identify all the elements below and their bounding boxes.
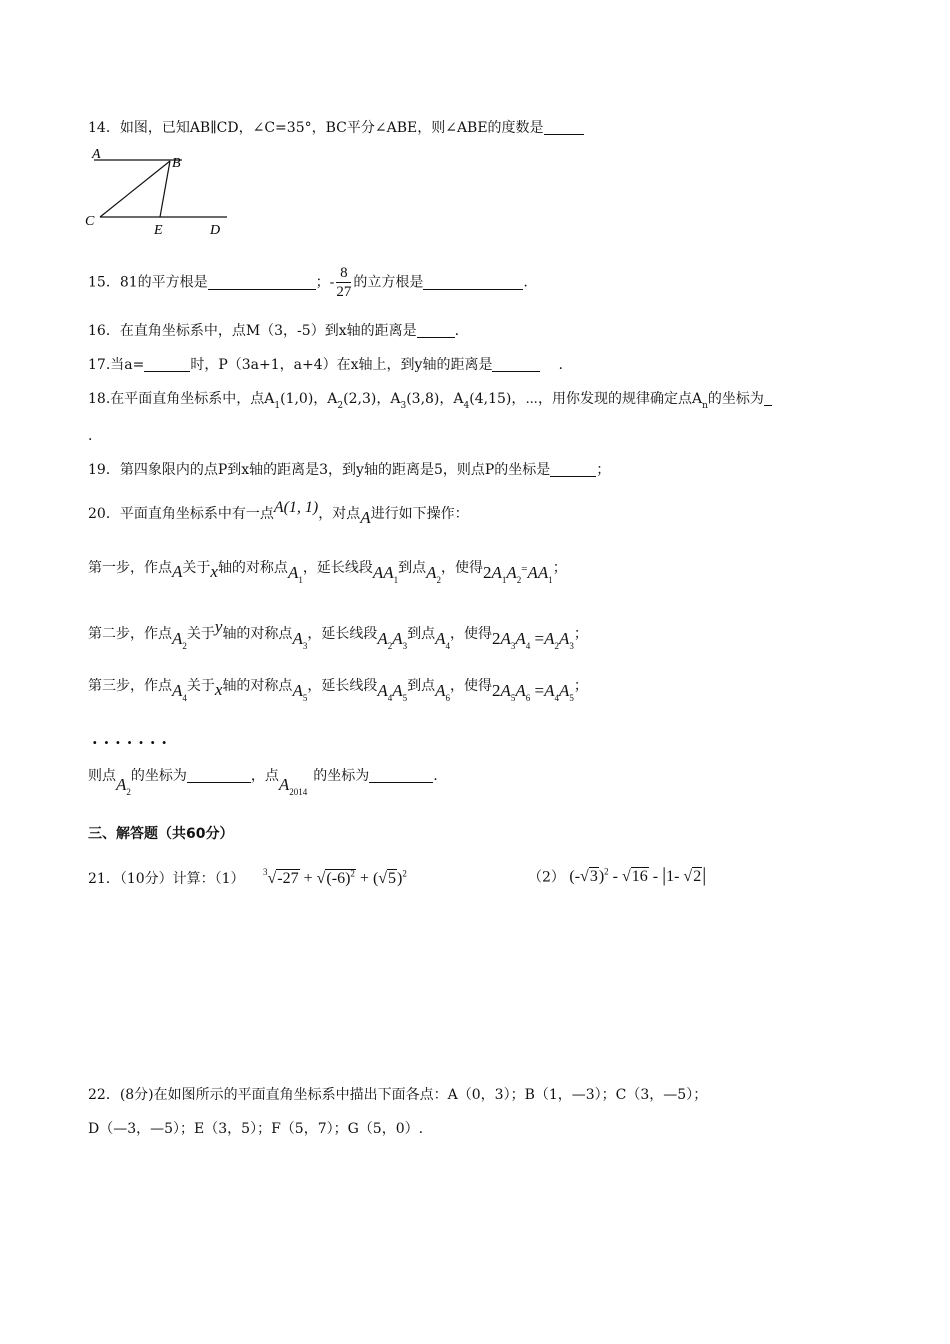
q21-expr1: $^3√-27 + √(-6)^2 + (√5)^2$ xyxy=(263,867,407,887)
q14-stem: 14．如图，已知AB∥CD，∠C=35°，BC平分∠ABE，则∠ABE的度数是 xyxy=(88,120,544,136)
line-be xyxy=(160,161,170,217)
q20-step3: 第三步，作点$A_4$关于x轴的对称点$A_5$，延长线段$A_4A_5$到点$A_6$，使得$2A_5A_6 =A_4A_5$； xyxy=(88,678,588,703)
expr2-c-root: 2 xyxy=(693,868,702,886)
q15-pre: 15．81的平方根是 xyxy=(88,274,208,291)
expr2-b-root: 16 xyxy=(631,868,648,886)
label-b: B xyxy=(172,156,181,171)
expr1-c-exp: 2 xyxy=(402,868,407,879)
q19-text xyxy=(88,460,610,480)
step2-t6: ，使得 xyxy=(450,626,492,642)
label-c: C xyxy=(85,214,95,229)
ellipsis: ······· xyxy=(92,733,173,752)
expr1-plus2: + xyxy=(359,870,369,887)
q16-stem: 16．在直角坐标系中，点M（3，-5）到x轴的距离是 xyxy=(88,323,417,339)
q15-text xyxy=(88,264,528,301)
section-heading: 三、解答题（共60分） xyxy=(88,826,234,842)
q17-mid: 时，P（3a+1，a+4）在x轴上，到y轴的距离是 xyxy=(190,357,493,373)
q16-text xyxy=(88,321,459,341)
q17-text xyxy=(88,355,563,375)
q19-end: ； xyxy=(596,462,611,478)
q18-sub3: 3 xyxy=(400,401,407,411)
q17-end: . xyxy=(558,357,563,373)
label-d: D xyxy=(210,223,221,238)
step3-t6: ，使得 xyxy=(450,678,492,694)
q17-blank1 xyxy=(144,357,190,372)
step3-t1: 第三步，作点 xyxy=(88,678,172,694)
q21-expr2: $(-√3)^2 - √16 - |1-$ √2| xyxy=(569,864,707,887)
q20-step1: 第一步，作点A关于x轴的对称点$A_1$，延长线段$AA_1$到点$A_2$，使得$2A_1A_2^=AA_1$； xyxy=(88,560,567,585)
ask-t2: 的坐标为 xyxy=(130,768,187,784)
expr2-a: (- xyxy=(569,868,581,886)
q15-fraction xyxy=(336,264,351,301)
q15-denominator: 27 xyxy=(336,284,352,300)
q21-label: 21．（10分）计算：（1） xyxy=(88,871,245,887)
q14-figure xyxy=(82,145,242,240)
step3-axis: x xyxy=(214,680,223,699)
ask-blank2 xyxy=(369,768,433,783)
q14-answer-blank xyxy=(544,120,584,135)
q20-post: 进行如下操作： xyxy=(370,506,469,522)
ask-blank1 xyxy=(187,768,251,783)
step1-t6: ，使得 xyxy=(441,560,483,576)
q19-stem: 19．第四象限内的点P到x轴的距离是3，到y轴的距离是5，则点P的坐标是 xyxy=(88,462,551,478)
expr1-b-exp: 2 xyxy=(350,868,355,879)
q19-blank xyxy=(550,462,596,477)
expr2-a-close: ) xyxy=(598,868,605,886)
q14-text xyxy=(88,118,584,138)
ask-t3: ，点 xyxy=(250,768,279,784)
expr2-minus1: - xyxy=(612,868,618,886)
q21-text xyxy=(88,862,407,889)
ask-t1: 则点 xyxy=(88,768,116,784)
q18-part5: (4,15)，⋯，用你发现的规律确定点A xyxy=(469,391,703,407)
label-a: A xyxy=(92,147,101,162)
q15-blank1 xyxy=(208,275,316,290)
q20-point: A(1, 1) xyxy=(273,499,319,516)
q18-sub4: 4 xyxy=(463,401,470,411)
expr1-plus1: + xyxy=(303,870,313,887)
q18-part2: (1,0)，A xyxy=(280,391,338,407)
q18-part3: (2,3)，A xyxy=(343,391,401,407)
q16-end: . xyxy=(454,323,460,339)
step1-t1: 第一步，作点 xyxy=(88,560,172,576)
step2-t4: ，延长线段 xyxy=(307,626,378,642)
step2-end: ； xyxy=(573,626,588,642)
q20-pre: 20．平面直角坐标系中有一点 xyxy=(88,506,274,522)
expr2-a-root: 3 xyxy=(589,868,598,886)
q21-label2: （2） xyxy=(528,869,565,886)
step1-coef: 2 xyxy=(483,563,492,582)
step1-t4: ，延长线段 xyxy=(302,560,373,576)
expr1-c: 5 xyxy=(388,870,397,887)
q18-sub2: 2 xyxy=(337,401,344,411)
q17-blank2 xyxy=(492,357,540,372)
q18-line2: . xyxy=(88,428,93,444)
q20-step2: 第二步，作点$A_2$关于y轴的对称点$A_3$，延长线段$A_2A_3$到点$A_4$，使得$2A_3A_4 =A_2A_3$； xyxy=(88,617,588,651)
step1-axis: x xyxy=(210,562,218,581)
q22-line1: 22．(8分)在如图所示的平面直角坐标系中描出下面各点：A（0，3）；B（1，—3）；C（3，—5）； xyxy=(88,1087,708,1103)
q18-sub1: 1 xyxy=(274,401,281,411)
step3-t2: 关于 xyxy=(186,678,215,694)
q18-part4: (3,8)，A xyxy=(406,391,464,407)
q15-post: 的立方根是 xyxy=(353,274,424,291)
step1-t2: 关于 xyxy=(182,560,211,576)
q18-text xyxy=(88,389,772,416)
q22-line2: D（—3，—5）；E（3，5）；F（5，7）；G（5，0）. xyxy=(88,1121,424,1137)
q15-end: . xyxy=(523,274,528,291)
expr1-b: (-6) xyxy=(326,870,351,887)
label-e: E xyxy=(154,223,163,238)
q15-mid: ；- xyxy=(315,274,335,291)
step2-coef: 2 xyxy=(492,629,501,648)
q15-numerator: 8 xyxy=(336,264,351,283)
step3-t4: ，延长线段 xyxy=(307,678,378,694)
q21-part2 xyxy=(528,862,706,887)
step3-coef: 2 xyxy=(492,681,501,700)
q20-ask: 则点$A_2$的坐标为 ，点$A_{2014}$的坐标为 . xyxy=(88,768,438,797)
q20-text xyxy=(88,498,469,528)
step1-t5: 到点 xyxy=(398,560,427,576)
q17-pre: 17.当a= xyxy=(88,357,145,373)
expr1-a: -27 xyxy=(277,870,299,887)
ask-end: . xyxy=(433,768,438,784)
line-cb xyxy=(100,161,170,217)
q20-point-a: A xyxy=(360,508,371,527)
expr2-a-exp: 2 xyxy=(604,867,609,877)
expr2-minus2: - xyxy=(652,868,659,886)
step1-end: ； xyxy=(552,560,567,576)
step3-t5: 到点 xyxy=(407,678,436,694)
step3-t3: 轴的对称点 xyxy=(222,678,293,694)
step2-t5: 到点 xyxy=(407,626,436,642)
expr2-c: 1- xyxy=(666,868,680,886)
q16-blank xyxy=(417,323,455,338)
step2-t1: 第二步，作点 xyxy=(88,626,172,642)
q18-part1: 18.在平面直角坐标系中，点A xyxy=(88,391,275,407)
step1-eq: = xyxy=(521,563,528,575)
q20-mid: ，对点 xyxy=(318,506,361,522)
ask-t4: 的坐标为 xyxy=(313,768,370,784)
ask-sub2014: 2014 xyxy=(289,787,308,797)
step2-t2: 关于 xyxy=(186,626,215,642)
step2-axis: y xyxy=(214,617,223,636)
step2-eq: = xyxy=(534,629,545,648)
q15-blank2 xyxy=(423,275,523,290)
q18-subn: n xyxy=(702,401,708,411)
step2-t3: 轴的对称点 xyxy=(222,626,293,642)
q18-blank xyxy=(764,391,772,406)
expr1-root-index: 3 xyxy=(263,867,268,877)
step3-end: ； xyxy=(573,678,588,694)
step3-eq: = xyxy=(534,681,545,700)
step1-t3: 轴的对称点 xyxy=(217,560,288,576)
q18-part6: 的坐标为 xyxy=(707,391,764,407)
